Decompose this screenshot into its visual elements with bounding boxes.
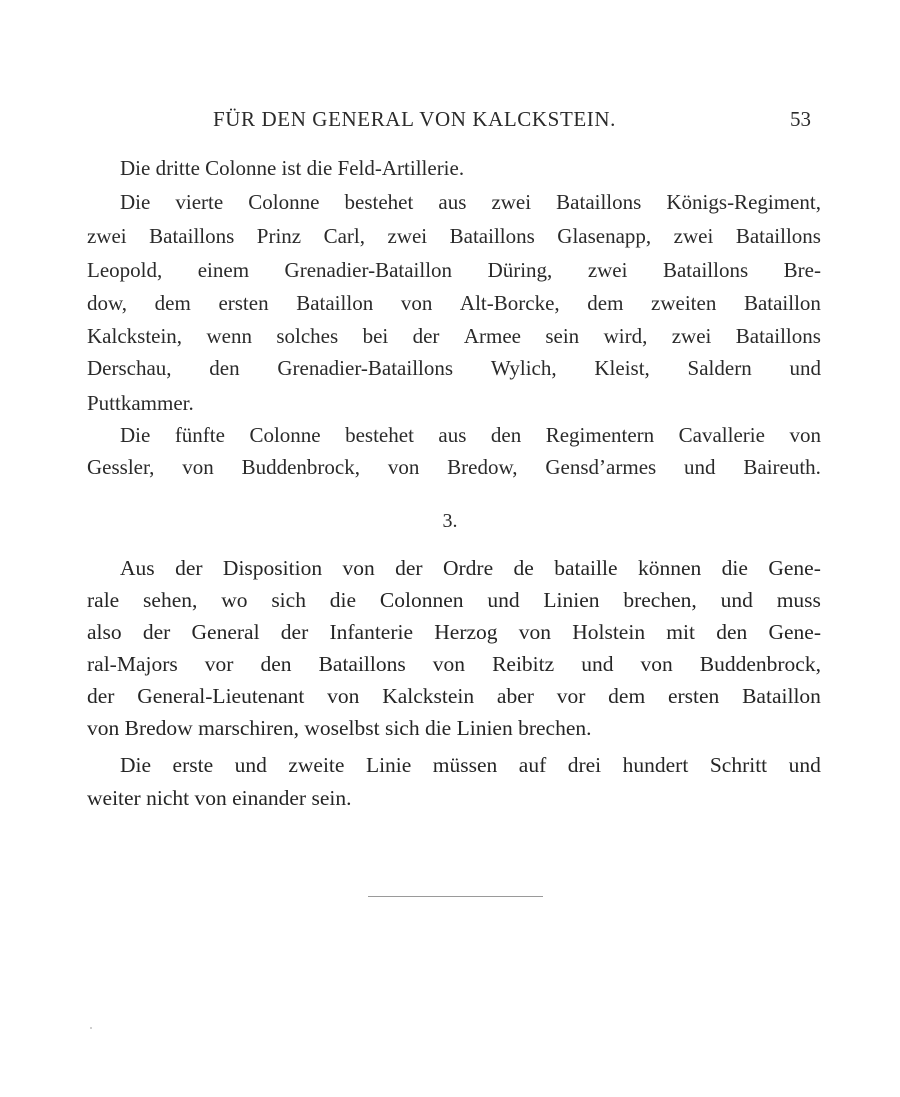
word: den xyxy=(716,620,748,644)
end-rule xyxy=(368,896,543,897)
text-line xyxy=(87,684,821,709)
word: zwei xyxy=(387,224,428,248)
word: wenn xyxy=(206,324,252,348)
word: der xyxy=(175,556,203,580)
word: der xyxy=(280,620,309,644)
text-line xyxy=(87,620,821,645)
word: fünfte xyxy=(174,423,225,447)
word: Schritt xyxy=(709,753,768,777)
word: zweiten xyxy=(651,291,717,315)
word: und xyxy=(581,652,614,676)
word: Bataillons xyxy=(662,258,749,282)
text-line xyxy=(87,356,821,381)
word: den xyxy=(260,652,292,676)
word: vierte xyxy=(175,190,224,214)
text-line xyxy=(87,291,821,316)
text-line xyxy=(87,455,821,480)
text-line: Die dritte Colonne ist die Feld-Artillerie. xyxy=(120,156,465,180)
word: Die xyxy=(120,190,151,214)
word: zweite xyxy=(288,753,345,777)
word: von xyxy=(400,291,433,315)
word: Regimentern xyxy=(545,423,655,447)
text-line xyxy=(120,753,821,778)
word: Baireuth. xyxy=(743,455,821,479)
text-line: Puttkammer. xyxy=(87,391,194,415)
word: die xyxy=(329,588,357,612)
word: Grenadier-Bataillon xyxy=(284,258,453,282)
word: Kalckstein, xyxy=(87,324,183,348)
word: brechen, xyxy=(623,588,697,612)
word: Armee xyxy=(463,324,521,348)
word: Bataillons xyxy=(318,652,406,676)
word: dem xyxy=(587,291,624,315)
word: zwei xyxy=(491,190,532,214)
word: und xyxy=(788,753,821,777)
word: ersten xyxy=(218,291,269,315)
word: vor xyxy=(556,684,586,708)
word: Gene- xyxy=(768,620,821,644)
word: der xyxy=(87,684,115,708)
word: Saldern xyxy=(687,356,752,380)
word: solches xyxy=(276,324,339,348)
word: Linie xyxy=(365,753,412,777)
text-line xyxy=(87,588,821,613)
word: zwei xyxy=(673,224,714,248)
word: Leopold, xyxy=(87,258,163,282)
word: Disposition xyxy=(222,556,323,580)
word: Colonnen xyxy=(379,588,464,612)
word: von xyxy=(518,620,551,644)
text-line xyxy=(87,652,821,677)
word: erste xyxy=(172,753,214,777)
text-line xyxy=(120,190,821,215)
word: Bataillons xyxy=(449,224,535,248)
running-title: FÜR DEN GENERAL VON KALCKSTEIN. xyxy=(213,107,617,131)
running-head xyxy=(0,107,900,137)
word: wo xyxy=(221,588,248,612)
word: zwei xyxy=(87,224,127,248)
word: Bataillon xyxy=(743,291,821,315)
text-line xyxy=(87,258,821,283)
word: Grenadier-Bataillons xyxy=(277,356,454,380)
word: Colonne xyxy=(248,190,320,214)
word: und xyxy=(720,588,753,612)
word: hundert xyxy=(622,753,689,777)
text-line xyxy=(120,556,821,581)
word: vor xyxy=(204,652,234,676)
word: auf xyxy=(518,753,547,777)
page-number: 53 xyxy=(790,107,811,131)
word: Bre- xyxy=(783,258,821,282)
word: Colonne xyxy=(249,423,321,447)
word: de xyxy=(513,556,534,580)
word: rale xyxy=(87,588,120,612)
word: Kalckstein xyxy=(382,684,475,708)
word: wird, xyxy=(603,324,648,348)
word: von xyxy=(640,652,673,676)
word: Infanterie xyxy=(329,620,414,644)
word: einem xyxy=(197,258,250,282)
section-number: 3. xyxy=(442,510,458,532)
word: Reibitz xyxy=(492,652,555,676)
word: dow, xyxy=(87,291,128,315)
word: Prinz xyxy=(256,224,302,248)
word: dem xyxy=(154,291,191,315)
word: aus xyxy=(438,423,467,447)
word: zwei xyxy=(587,258,628,282)
word: Die xyxy=(120,423,151,447)
word: Derschau, xyxy=(87,356,172,380)
word: Bataillon xyxy=(742,684,821,708)
paper-speck xyxy=(90,1027,92,1029)
word: bestehet xyxy=(345,423,414,447)
word: Aus xyxy=(120,556,155,580)
word: drei xyxy=(567,753,602,777)
word: Bataillon xyxy=(296,291,374,315)
text-line xyxy=(120,423,821,448)
word: ral-Majors xyxy=(87,652,178,676)
word: Kleist, xyxy=(594,356,650,380)
word: und xyxy=(487,588,520,612)
word: Bredow, xyxy=(447,455,518,479)
word: die xyxy=(721,556,748,580)
word: Bataillons xyxy=(735,224,821,248)
word: Glasenapp, xyxy=(557,224,652,248)
word: Die xyxy=(120,753,152,777)
word: der xyxy=(412,324,440,348)
word: General-Lieutenant xyxy=(137,684,305,708)
word: General xyxy=(191,620,260,644)
word: Bataillons xyxy=(735,324,821,348)
word: zwei xyxy=(671,324,712,348)
word: von xyxy=(789,423,821,447)
word: ersten xyxy=(667,684,720,708)
word: muss xyxy=(776,588,821,612)
word: und xyxy=(789,356,821,380)
word: aus xyxy=(438,190,467,214)
word: Bataillons xyxy=(556,190,642,214)
word: bei xyxy=(362,324,389,348)
word: können xyxy=(637,556,702,580)
word: Ordre xyxy=(443,556,494,580)
word: sein xyxy=(545,324,580,348)
word: Alt-Borcke, xyxy=(459,291,560,315)
word: sich xyxy=(271,588,306,612)
word: den xyxy=(490,423,522,447)
word: Cavallerie xyxy=(678,423,765,447)
word: Linien xyxy=(543,588,600,612)
word: dem xyxy=(608,684,646,708)
text-line xyxy=(87,324,821,349)
word: der xyxy=(395,556,423,580)
word: von xyxy=(182,455,214,479)
word: Gensd’armes xyxy=(545,455,657,479)
word: Bataillons xyxy=(149,224,235,248)
word: aber xyxy=(496,684,534,708)
word: Buddenbrock, xyxy=(699,652,821,676)
word: den xyxy=(209,356,240,380)
word: von xyxy=(387,455,420,479)
word: Düring, xyxy=(487,258,553,282)
word: und xyxy=(234,753,267,777)
word: von xyxy=(327,684,360,708)
word: Buddenbrock, xyxy=(241,455,360,479)
word: Gessler, xyxy=(87,455,155,479)
text-line xyxy=(87,224,821,249)
word: mit xyxy=(666,620,695,644)
word: Carl, xyxy=(323,224,366,248)
word: Wylich, xyxy=(490,356,557,380)
word: bestehet xyxy=(344,190,414,214)
word: Gene- xyxy=(768,556,821,580)
word: der xyxy=(142,620,171,644)
word: sehen, xyxy=(143,588,198,612)
word: von xyxy=(342,556,375,580)
word: Holstein xyxy=(572,620,646,644)
word: Königs-Regiment, xyxy=(666,190,821,214)
word: von xyxy=(432,652,466,676)
word: und xyxy=(684,455,716,479)
word: müssen xyxy=(432,753,498,777)
word: also xyxy=(87,620,122,644)
word: Herzog xyxy=(434,620,498,644)
text-line: weiter nicht von einander sein. xyxy=(87,786,352,810)
text-line: von Bredow marschiren, woselbst sich die Linien brechen. xyxy=(87,716,592,740)
word: bataille xyxy=(554,556,618,580)
